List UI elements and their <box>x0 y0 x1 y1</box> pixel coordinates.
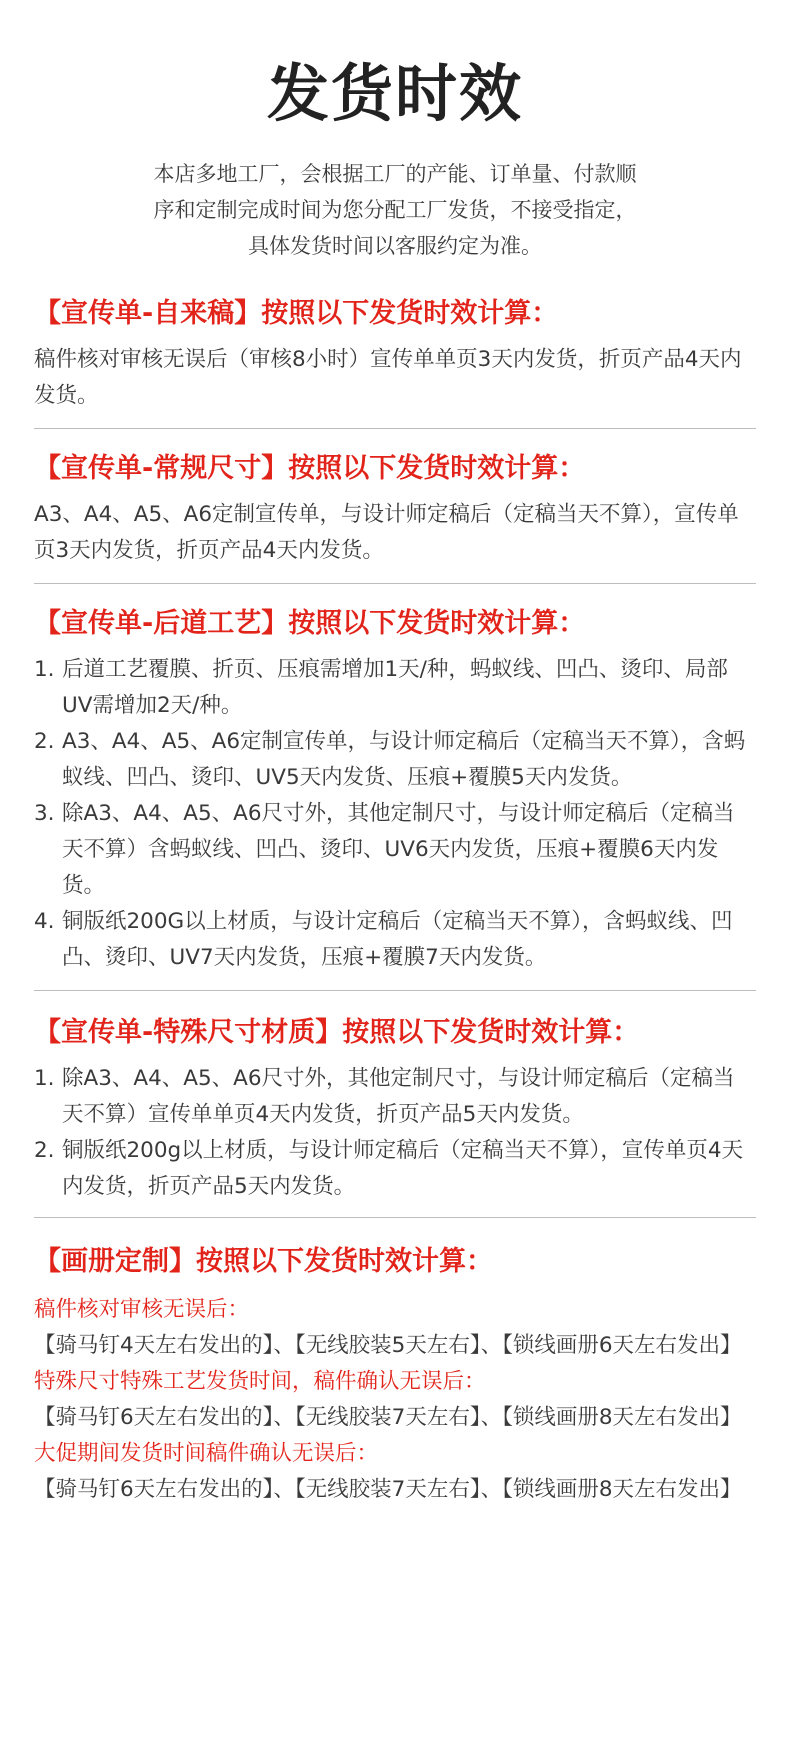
list-item-text: 后道工艺覆膜、折页、压痕需增加1天/种，蚂蚁线、凹凸、烫印、局部UV需增加2天/种。 <box>62 657 728 718</box>
list-number: 4. <box>34 909 55 934</box>
section-heading: 【宣传单-自来稿】按照以下发货时效计算： <box>34 298 559 329</box>
album-condition-label: 特殊尺寸特殊工艺发货时间，稿件确认无误后： <box>34 1369 486 1394</box>
divider <box>34 990 756 991</box>
album-timeline-text: 【骑马钉6天左右发出的】、【无线胶装7天左右】、【锁线画册8天左右发出】 <box>34 1477 742 1502</box>
section-flyer-self-supplied <box>34 294 756 414</box>
section-text: A3、A4、A5、A6定制宣传单，与设计师定稿后（定稿当天不算），宣传单页3天内发货，折页产品4天内发货。 <box>34 502 739 563</box>
section-flyer-special-size-material <box>34 1013 756 1205</box>
list-item-text: 铜版纸200g以上材质，与设计师定稿后（定稿当天不算），宣传单页4天内发货，折页产品5天内发货。 <box>62 1138 744 1199</box>
album-condition-label: 稿件核对审核无误后： <box>34 1297 250 1322</box>
numbered-list <box>34 1061 756 1205</box>
section-flyer-finishing <box>34 604 756 976</box>
section-heading: 【宣传单-后道工艺】按照以下发货时效计算： <box>34 608 586 639</box>
page-title: 发货时效 <box>266 57 523 130</box>
list-item-text: 除A3、A4、A5、A6尺寸外，其他定制尺寸，与设计师定稿后（定稿当天不算）含蚂蚁线、凹凸、烫印、UV6天内发货，压痕+覆膜6天内发货。 <box>62 801 735 898</box>
list-item <box>34 1133 756 1205</box>
album-timeline-text: 【骑马钉4天左右发出的】、【无线胶装5天左右】、【锁线画册6天左右发出】 <box>34 1333 742 1358</box>
list-item-text: 铜版纸200G以上材质，与设计定稿后（定稿当天不算），含蚂蚁线、凹凸、烫印、UV7天内发货，压痕+覆膜7天内发货。 <box>62 909 733 970</box>
section-flyer-standard-size <box>34 449 756 569</box>
list-number: 2. <box>34 729 55 754</box>
intro-paragraph <box>34 156 756 264</box>
divider <box>34 428 756 429</box>
divider <box>34 583 756 584</box>
section-heading: 【画册定制】按照以下发货时效计算： <box>34 1246 493 1277</box>
list-item <box>34 796 756 904</box>
list-item <box>34 1061 756 1133</box>
section-album-custom <box>34 1242 756 1508</box>
list-item <box>34 652 756 724</box>
list-number: 1. <box>34 657 55 682</box>
album-condition-label: 大促期间发货时间稿件确认无误后： <box>34 1441 379 1466</box>
intro-line: 具体发货时间以客服约定为准。 <box>248 234 542 258</box>
album-timeline-text: 【骑马钉6天左右发出的】、【无线胶装7天左右】、【锁线画册8天左右发出】 <box>34 1405 742 1430</box>
numbered-list <box>34 652 756 976</box>
list-item <box>34 904 756 976</box>
section-heading: 【宣传单-常规尺寸】按照以下发货时效计算： <box>34 453 586 484</box>
list-number: 1. <box>34 1066 55 1091</box>
list-item-text: 除A3、A4、A5、A6尺寸外，其他定制尺寸，与设计师定稿后（定稿当天不算）宣传单单页4天内发货，折页产品5天内发货。 <box>62 1066 735 1127</box>
intro-line: 本店多地工厂，会根据工厂的产能、订单量、付款顺 <box>153 162 637 186</box>
section-text: 稿件核对审核无误后（审核8小时）宣传单单页3天内发货，折页产品4天内发货。 <box>34 347 742 408</box>
divider <box>34 1217 756 1218</box>
section-heading: 【宣传单-特殊尺寸材质】按照以下发货时效计算： <box>34 1017 640 1048</box>
list-item-text: A3、A4、A5、A6定制宣传单，与设计师定稿后（定稿当天不算），含蚂蚁线、凹凸、烫印、UV5天内发货、压痕+覆膜5天内发货。 <box>62 729 746 790</box>
list-number: 3. <box>34 801 55 826</box>
list-number: 2. <box>34 1138 55 1163</box>
album-body <box>34 1292 756 1508</box>
intro-line: 序和定制完成时间为您分配工厂发货，不接受指定， <box>153 198 637 222</box>
list-item <box>34 724 756 796</box>
